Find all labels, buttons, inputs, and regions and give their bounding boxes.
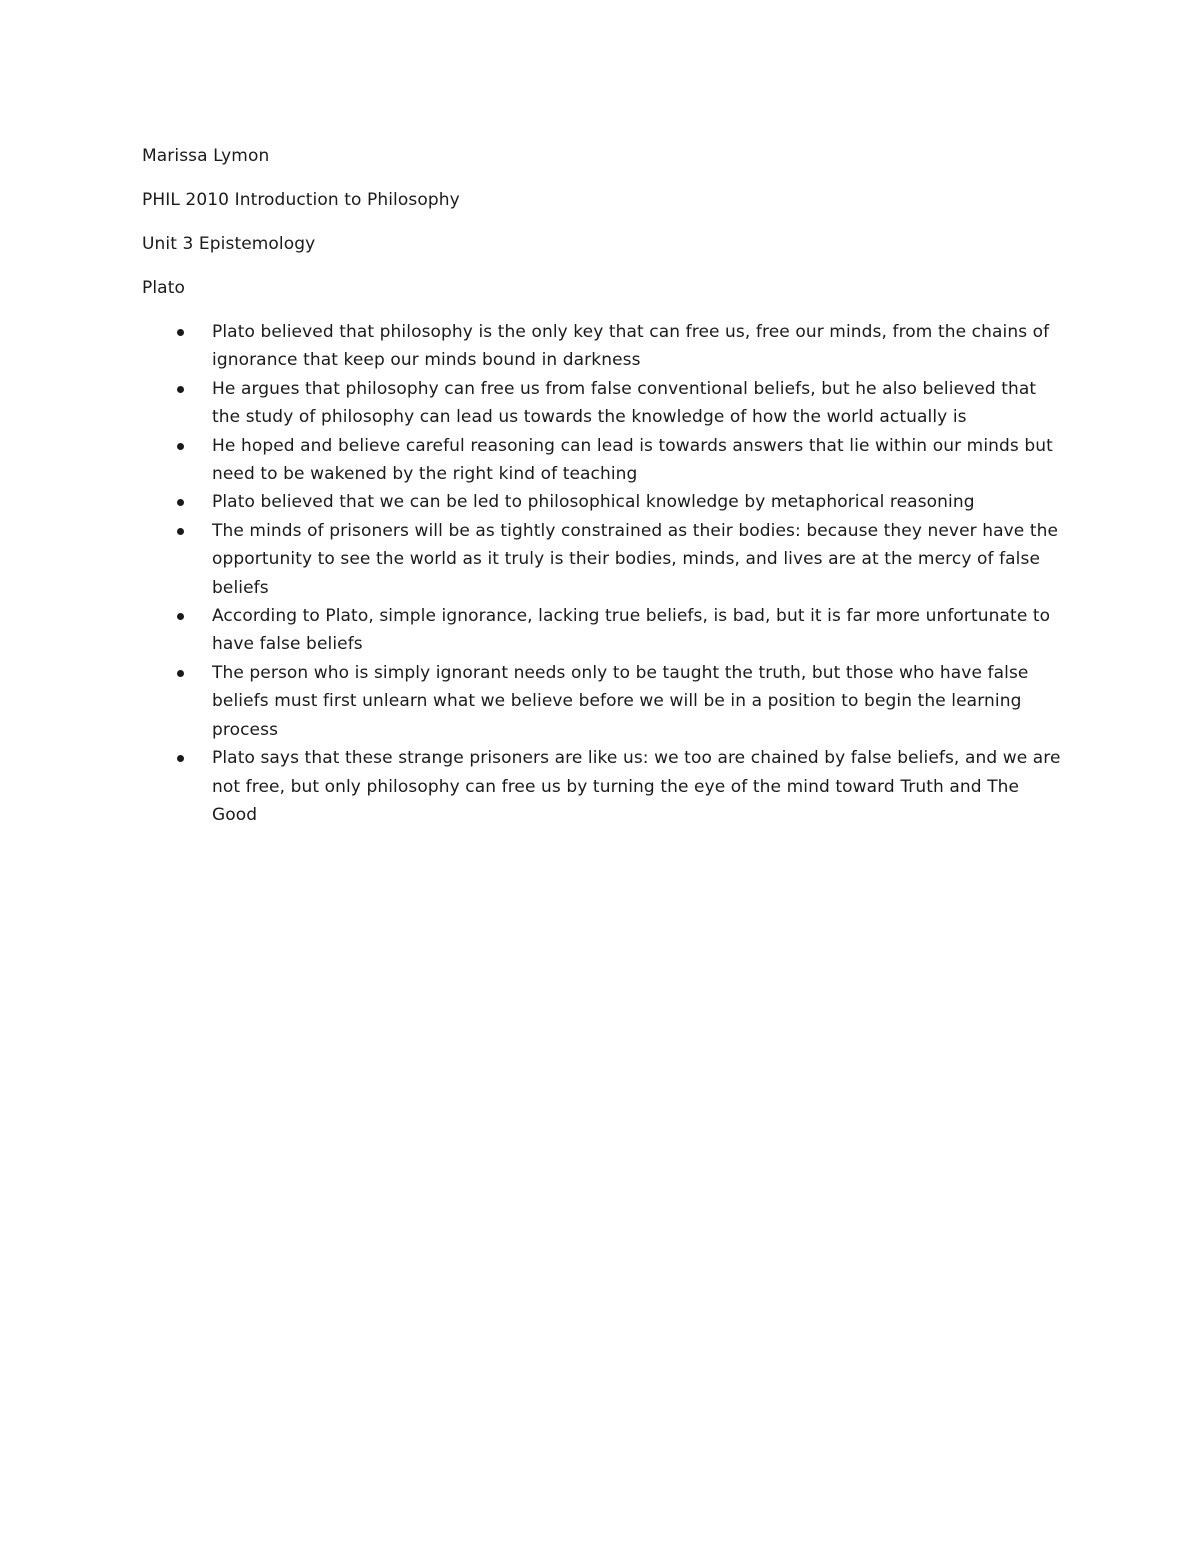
list-item [142, 432, 1062, 489]
section-heading: Plato [142, 278, 185, 298]
bullet-icon [177, 329, 184, 336]
document-body [142, 142, 1062, 829]
list-item [142, 744, 1062, 829]
bullet-icon [177, 613, 184, 620]
author-name: Marissa Lymon [142, 146, 270, 166]
list-item [142, 488, 1062, 516]
list-item-text: Plato believed that we can be led to philosophical knowledge by metaphorical reasoning [212, 492, 975, 513]
bullet-list [142, 318, 1062, 829]
bullet-icon [177, 499, 184, 506]
list-item-text: Plato says that these strange prisoners are like us: we too are chained by false beliefs, and we are not free, but only philosophy can free us by turning the eye of the mind toward Truth and The Good [212, 748, 1061, 825]
list-item-text: He hoped and believe careful reasoning can lead is towards answers that lie within our minds but need to be wakened by the right kind of teaching [212, 435, 1053, 485]
bullet-icon [177, 670, 184, 677]
list-item-text: The person who is simply ignorant needs only to be taught the truth, but those who have false beliefs must first unlearn what we believe before we will be in a position to begin the learning process [212, 662, 1029, 740]
list-item [142, 602, 1062, 659]
list-item-text: According to Plato, simple ignorance, lacking true beliefs, is bad, but it is far more unfortunate to have false beliefs [212, 606, 1051, 655]
list-item-text: The minds of prisoners will be as tightly constrained as their bodies: because they never have the opportunity to see the world as it truly is their bodies, minds, and lives are at the mercy of false beliefs [212, 520, 1059, 598]
list-item-text: He argues that philosophy can free us from false conventional beliefs, but he also believed that the study of philosophy can lead us towards the knowledge of how the world actually is [212, 378, 1037, 428]
bullet-icon [177, 755, 184, 762]
unit-title: Unit 3 Epistemology [142, 234, 316, 254]
list-item [142, 375, 1062, 432]
course-title: PHIL 2010 Introduction to Philosophy [142, 190, 460, 210]
list-item-text: Plato believed that philosophy is the only key that can free us, free our minds, from the chains of ignorance that keep our minds bound in darkness [212, 322, 1050, 371]
list-item [142, 318, 1062, 375]
list-item [142, 659, 1062, 744]
bullet-icon [177, 528, 184, 535]
bullet-icon [177, 443, 184, 450]
list-item [142, 517, 1062, 602]
bullet-icon [177, 386, 184, 393]
